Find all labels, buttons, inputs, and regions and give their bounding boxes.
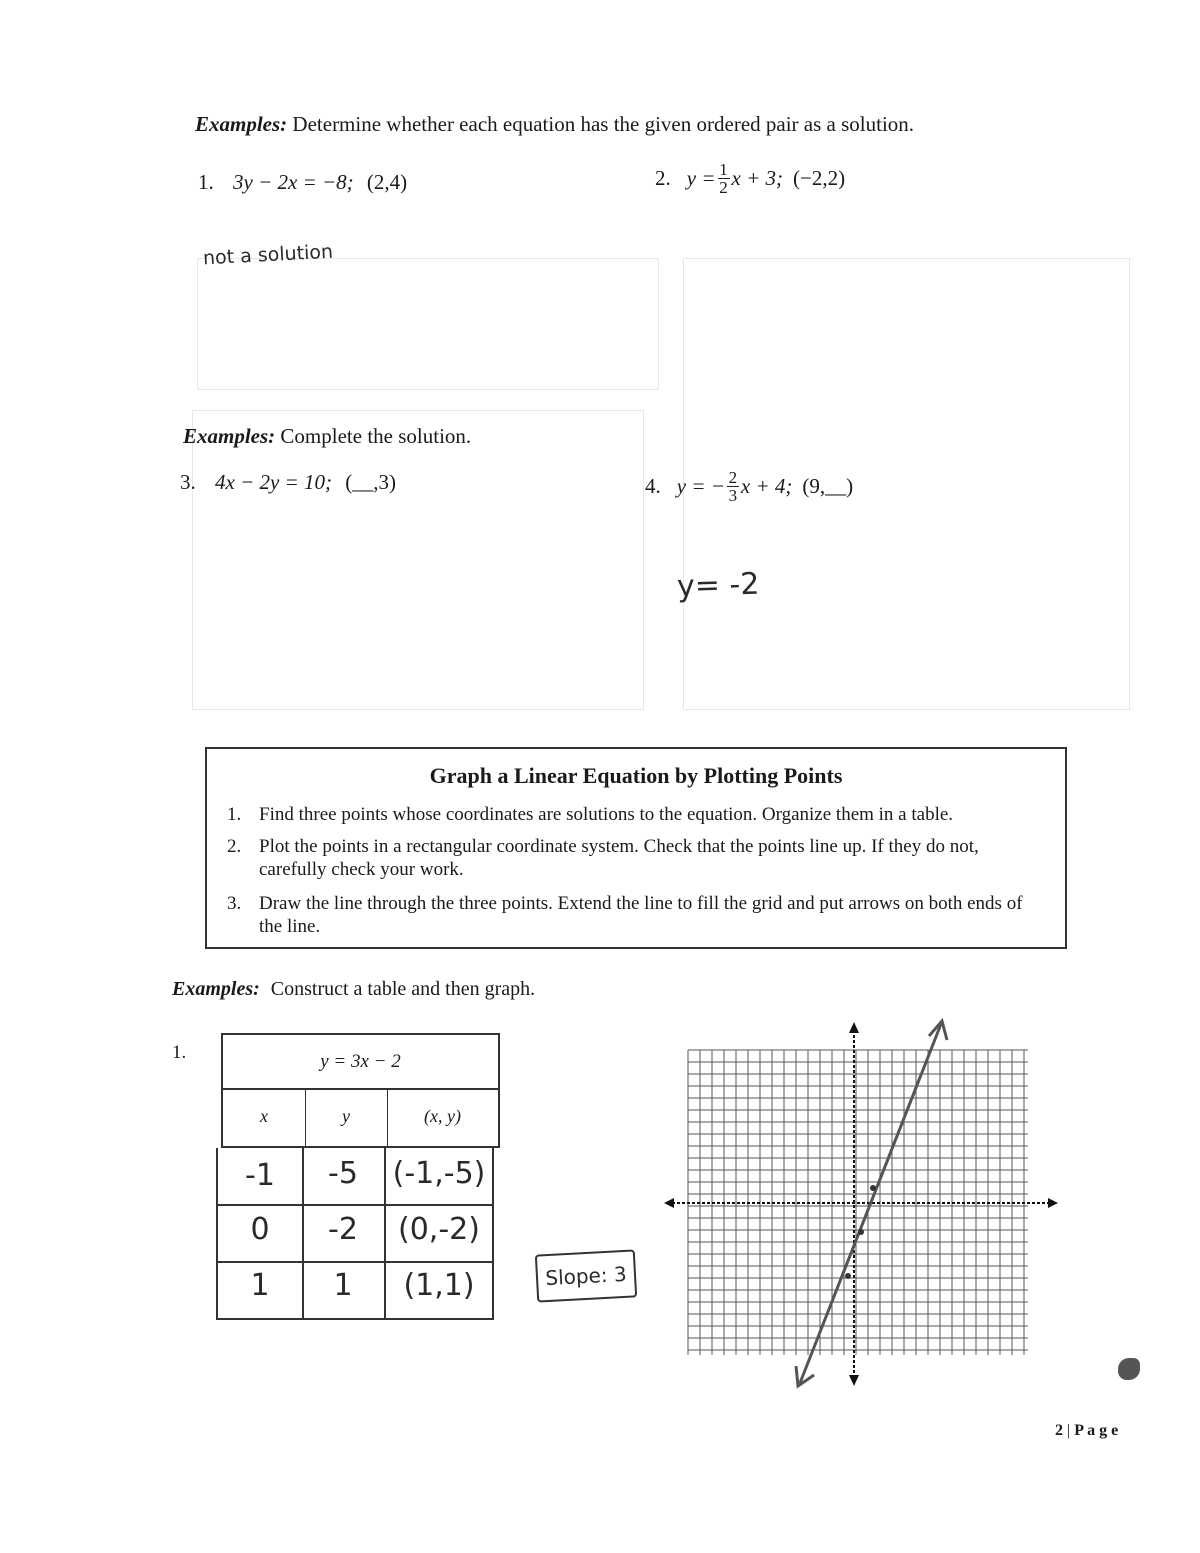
handwritten-answer: y= -2 [676,566,760,605]
ordered-pair: (2,4) [366,170,408,194]
procedure-step [227,892,1045,938]
table-row: 1 [250,1268,270,1303]
denominator: 2 [719,177,728,197]
bleed-through-box [197,258,659,390]
column-header: y [342,1106,350,1126]
table-cell: 1 [333,1268,353,1303]
plotted-point [870,1185,876,1191]
equation-lhs: y = [686,165,716,190]
equation: 4x − 2y = 10; [215,470,332,494]
table-body [216,1148,494,1320]
arrow-down-icon [849,1375,859,1386]
step-text: Plot the points in a rectangular coordinate system. Check that the points line up. If they do not, carefully check your work. [259,836,979,880]
equation-rhs: x + 4; [740,473,793,498]
equation: 3y − 2x = −8; [233,170,354,194]
ordered-pair: (9,__) [802,473,854,498]
arrow-left-icon [664,1198,674,1208]
table-equation: y = 3x − 2 [320,1050,401,1072]
numerator: 2 [728,467,738,487]
step-text: Find three points whose coordinates are solutions to the equation. Organize them in a table. [259,804,954,825]
table-cell: -2 [328,1212,358,1247]
table-cell: (1,1) [403,1268,475,1303]
ordered-pair: (__,3) [345,470,396,494]
section2-heading [183,424,471,449]
question-number: 1. [198,170,214,194]
fraction [727,469,739,504]
slope-note [535,1249,637,1302]
column-header: x [260,1106,268,1126]
instruction-text: Construct a table and then graph. [270,978,536,1000]
step-text: Draw the line through the three points. Extend the line to fill the grid and put arrows on both ends of the line. [259,893,1023,937]
question-1 [198,170,407,195]
arrow-right-icon [1048,1198,1058,1208]
denominator: 3 [728,485,738,505]
plotted-point [845,1273,851,1279]
column-header: (x, y) [424,1106,461,1126]
coordinate-grid [655,1010,1075,1395]
question-2 [655,152,845,204]
numerator: 1 [719,159,728,179]
ordered-pair: (−2,2) [793,165,846,190]
table-cell: (-1,-5) [392,1156,486,1191]
problem-number: 1. [172,1042,187,1063]
slope-text: Slope: 3 [544,1261,628,1291]
table-header-row [221,1088,500,1148]
procedure-step [227,803,1045,826]
fraction [718,161,730,196]
procedure-step [227,835,1045,881]
instruction-text: Complete the solution. [280,424,472,448]
table-cell: (0,-2) [398,1212,480,1247]
step-number: 2. [227,836,242,857]
equation-lhs: y = − [676,473,725,498]
instruction-text: Determine whether each equation has the given ordered pair as a solution. [292,112,915,136]
procedure-title: Graph a Linear Equation by Plotting Points [429,763,843,788]
question-4 [645,460,853,512]
step-number: 3. [227,893,242,914]
section1-heading [195,112,914,137]
table-row: -1 [245,1158,275,1193]
punch-mark [1118,1358,1140,1380]
table-title-cell [221,1033,500,1090]
section3-heading [172,978,535,1001]
plotted-point [858,1229,864,1235]
page-footer: 2 | P a g e [1055,1422,1119,1439]
table-row: 0 [250,1212,270,1247]
table-cell: -5 [328,1156,358,1191]
question-number: 4. [645,473,661,498]
question-number: 2. [655,165,671,190]
procedure-box [205,747,1067,949]
examples-label: Examples: [183,424,276,448]
page-word: P a g e [1074,1422,1119,1439]
equation-rhs: x + 3; [731,165,783,190]
page-number: 2 [1055,1422,1063,1439]
arrow-up-icon [849,1022,859,1033]
examples-label: Examples: [172,978,260,1000]
step-number: 1. [227,804,242,825]
examples-label: Examples: [195,112,288,136]
question-number: 3. [180,470,196,494]
question-3 [180,470,396,495]
bleed-through-box [192,410,644,710]
handwritten-answer: not a solution [202,240,334,270]
